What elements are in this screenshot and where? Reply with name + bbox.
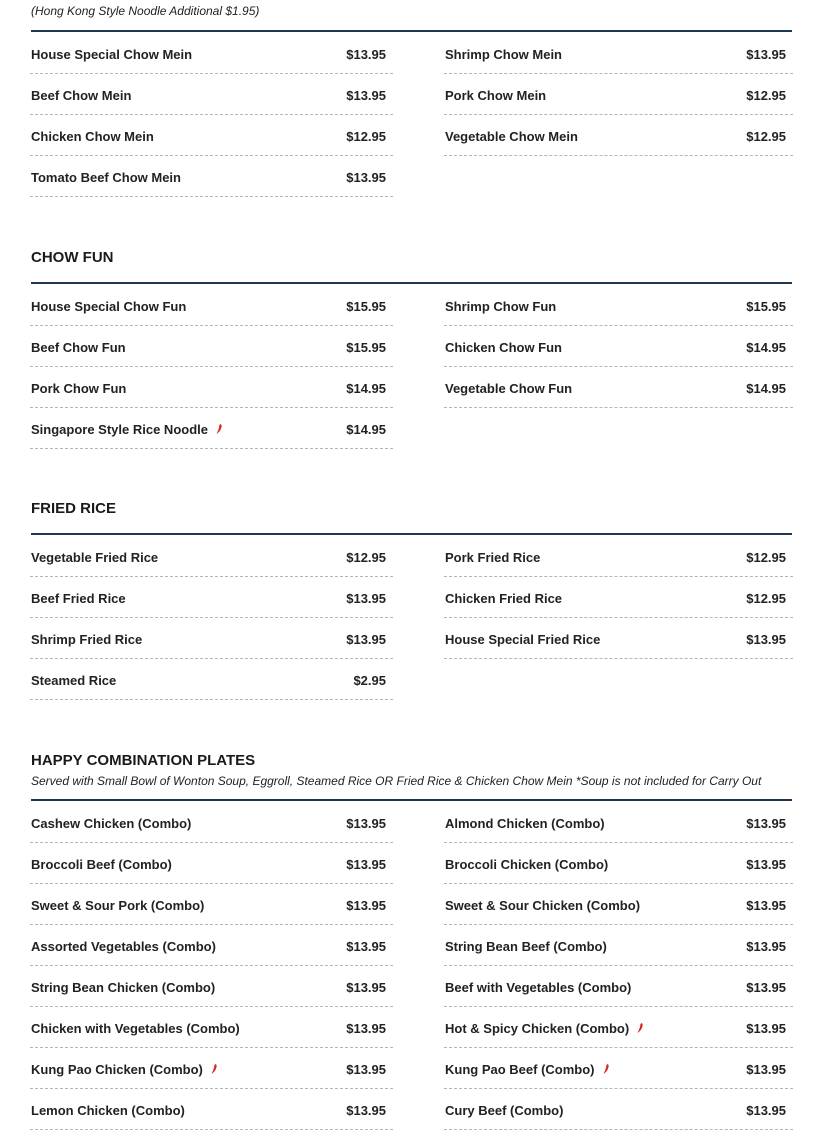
- menu-item-price: $13.95: [346, 88, 386, 103]
- menu-item-name: [445, 340, 562, 355]
- menu-item-name: [31, 1021, 240, 1036]
- section-divider: [31, 282, 792, 284]
- menu-item-name-text: Shrimp Fried Rice: [31, 632, 143, 647]
- menu-item-name-text: Tomato Beef Chow Mein: [31, 170, 181, 185]
- menu-item-name-text: Assorted Vegetables (Combo): [31, 939, 216, 954]
- menu-item-price: $13.95: [746, 1062, 786, 1077]
- menu-item-name-text: Pork Chow Fun: [31, 381, 127, 396]
- menu-item: [444, 536, 793, 577]
- menu-item-name: [31, 632, 142, 647]
- menu-item: [30, 577, 393, 618]
- menu-item-name-text: Lemon Chicken (Combo): [31, 1103, 185, 1118]
- menu-item-name-text: Chicken with Vegetables (Combo): [31, 1021, 240, 1036]
- menu-item-price: $13.95: [746, 939, 786, 954]
- menu-item: [444, 843, 793, 884]
- menu-item: [30, 1048, 393, 1089]
- menu-item-name-text: Cury Beef (Combo): [445, 1103, 564, 1118]
- menu-item-name-text: Sweet & Sour Chicken (Combo): [445, 898, 641, 913]
- fried-rice-right-column: [444, 536, 793, 659]
- menu-item: [444, 326, 793, 367]
- menu-item-name-text: Pork Fried Rice: [445, 550, 541, 565]
- menu-item-name: [445, 550, 540, 565]
- menu-item-name: [445, 816, 605, 831]
- chili-pepper-icon: [635, 1022, 645, 1034]
- menu-item-name-text: Hot & Spicy Chicken (Combo): [445, 1021, 630, 1036]
- menu-item-name-text: Beef Chow Mein: [31, 88, 132, 103]
- menu-item-name-text: Sweet & Sour Pork (Combo): [31, 898, 205, 913]
- menu-item: [30, 966, 393, 1007]
- section-title: FRIED RICE: [31, 500, 117, 517]
- menu-item: [30, 74, 393, 115]
- menu-item: [30, 115, 393, 156]
- menu-item-price: $13.95: [746, 632, 786, 647]
- menu-item-name-text: String Bean Beef (Combo): [445, 939, 607, 954]
- menu-item-price: $13.95: [346, 1103, 386, 1118]
- menu-item-name: [31, 1062, 219, 1077]
- menu-item-name-text: Kung Pao Chicken (Combo): [31, 1062, 203, 1077]
- menu-item-name-text: Broccoli Beef (Combo): [31, 857, 172, 872]
- menu-item-name: [445, 857, 608, 872]
- menu-item-price: $14.95: [746, 381, 786, 396]
- chili-pepper-icon: [601, 1063, 611, 1075]
- menu-item-price: $13.95: [346, 1021, 386, 1036]
- menu-item-name: [31, 381, 126, 396]
- fried-rice-header: [31, 500, 792, 518]
- menu-item-price: $13.95: [346, 591, 386, 606]
- chow-fun-header: [31, 249, 792, 267]
- menu-item: [30, 326, 393, 367]
- menu-item: [444, 925, 793, 966]
- menu-item-name-text: Beef Chow Fun: [31, 340, 126, 355]
- menu-item-price: $13.95: [746, 816, 786, 831]
- menu-item-price: $12.95: [746, 129, 786, 144]
- menu-item-name: [445, 88, 546, 103]
- menu-item-name-text: Singapore Style Rice Noodle: [31, 422, 208, 437]
- menu-item: [30, 156, 393, 197]
- menu-item: [444, 966, 793, 1007]
- chow-fun-right-column: [444, 285, 793, 408]
- menu-item: [30, 1007, 393, 1048]
- menu-item-name: [31, 170, 181, 185]
- menu-item: [30, 925, 393, 966]
- menu-item-price: $13.95: [746, 1103, 786, 1118]
- fried-rice-left-column: [30, 536, 393, 700]
- chili-pepper-icon: [209, 1063, 219, 1075]
- menu-item-name: [31, 816, 191, 831]
- menu-item-name: [445, 299, 556, 314]
- menu-item-name: [31, 1103, 185, 1118]
- chow-fun-left-column: [30, 285, 393, 449]
- menu-item-name: [31, 898, 204, 913]
- menu-item: [30, 884, 393, 925]
- menu-item-price: $13.95: [346, 816, 386, 831]
- menu-item-price: $12.95: [746, 88, 786, 103]
- menu-item-name: [445, 129, 578, 144]
- menu-item-name-text: Pork Chow Mein: [445, 88, 547, 103]
- menu-item-name: [445, 47, 562, 62]
- chow-mein-right-column: [444, 33, 793, 156]
- menu-item-name-text: Beef with Vegetables (Combo): [445, 980, 632, 995]
- section-divider: [31, 533, 792, 535]
- menu-item-price: $13.95: [346, 898, 386, 913]
- menu-item-price: $13.95: [746, 857, 786, 872]
- menu-item: [30, 1089, 393, 1130]
- menu-item-price: $14.95: [346, 381, 386, 396]
- menu-item: [30, 367, 393, 408]
- menu-item-price: $12.95: [746, 550, 786, 565]
- combo-subtitle: Served with Small Bowl of Wonton Soup, Eggroll, Steamed Rice OR Fried Rice & Chicken Chow Mein *Soup is not included for Carry Out: [31, 774, 762, 788]
- hong-kong-noodle-note: (Hong Kong Style Noodle Additional $1.95): [31, 4, 260, 18]
- menu-item: [444, 1089, 793, 1130]
- menu-item-name: [31, 88, 131, 103]
- menu-item: [30, 802, 393, 843]
- menu-item-price: $13.95: [746, 1021, 786, 1036]
- menu-item: [444, 285, 793, 326]
- menu-item-name: [445, 939, 607, 954]
- menu-item: [444, 367, 793, 408]
- menu-item-name: [445, 1021, 645, 1036]
- menu-item-price: $13.95: [746, 47, 786, 62]
- menu-item-price: $13.95: [346, 47, 386, 62]
- menu-item-name-text: Shrimp Chow Fun: [445, 299, 557, 314]
- menu-item-name-text: Chicken Chow Fun: [445, 340, 562, 355]
- menu-item-name: [31, 591, 126, 606]
- menu-item-name: [31, 939, 216, 954]
- menu-item: [444, 802, 793, 843]
- menu-item-price: $13.95: [346, 939, 386, 954]
- menu-item-price: $14.95: [746, 340, 786, 355]
- menu-item-name-text: Vegetable Chow Fun: [445, 381, 573, 396]
- menu-item-name-text: Beef Fried Rice: [31, 591, 126, 606]
- menu-item: [444, 115, 793, 156]
- menu-item: [444, 33, 793, 74]
- menu-item-name: [445, 591, 562, 606]
- section-title: CHOW FUN: [31, 249, 114, 266]
- section-divider: [31, 799, 792, 801]
- menu-item-name: [31, 550, 158, 565]
- menu-item-name: [31, 857, 172, 872]
- menu-item: [444, 1007, 793, 1048]
- combo-right-column: [444, 802, 793, 1130]
- menu-item-name-text: Vegetable Fried Rice: [31, 550, 159, 565]
- menu-item: [30, 843, 393, 884]
- menu-item-price: $13.95: [346, 857, 386, 872]
- menu-item-name-text: Kung Pao Beef (Combo): [445, 1062, 595, 1077]
- menu-item-name-text: Vegetable Chow Mein: [445, 129, 578, 144]
- menu-item-price: $13.95: [346, 1062, 386, 1077]
- menu-item: [444, 74, 793, 115]
- menu-item: [30, 618, 393, 659]
- menu-item-price: $12.95: [746, 591, 786, 606]
- menu-item-name-text: String Bean Chicken (Combo): [31, 980, 216, 995]
- menu-item-name-text: Shrimp Chow Mein: [445, 47, 562, 62]
- chili-pepper-icon: [214, 423, 224, 435]
- menu-item-name: [31, 340, 126, 355]
- menu-item: [444, 618, 793, 659]
- menu-item-name: [445, 980, 631, 995]
- menu-item-name: [445, 1103, 563, 1118]
- menu-item-name-text: Steamed Rice: [31, 673, 117, 688]
- menu-item-name: [31, 129, 154, 144]
- menu-item-name: [31, 47, 192, 62]
- menu-item: [30, 659, 393, 700]
- section-title: HAPPY COMBINATION PLATES: [31, 752, 256, 769]
- menu-item: [444, 1048, 793, 1089]
- menu-item-name: [445, 381, 572, 396]
- menu-item-price: $12.95: [346, 550, 386, 565]
- menu-item-price: $13.95: [346, 170, 386, 185]
- section-divider: [31, 30, 792, 32]
- chow-mein-left-column: [30, 33, 393, 197]
- combo-header: [31, 752, 792, 788]
- menu-item-price: $2.95: [353, 673, 386, 688]
- menu-item-name: [31, 422, 224, 437]
- menu-item: [444, 577, 793, 618]
- menu-item-name: [31, 299, 186, 314]
- menu-item-price: $15.95: [346, 299, 386, 314]
- menu-item-price: $15.95: [346, 340, 386, 355]
- menu-item: [30, 33, 393, 74]
- menu-item-name-text: Almond Chicken (Combo): [445, 816, 605, 831]
- menu-item-name: [31, 980, 215, 995]
- menu-item-name-text: Broccoli Chicken (Combo): [445, 857, 609, 872]
- menu-item-price: $13.95: [746, 980, 786, 995]
- menu-item-name: [31, 673, 116, 688]
- menu-item: [444, 884, 793, 925]
- menu-item-price: $14.95: [346, 422, 386, 437]
- menu-item-name: [445, 898, 640, 913]
- menu-item-name: [445, 1062, 611, 1077]
- combo-left-column: [30, 802, 393, 1130]
- menu-item-price: $12.95: [346, 129, 386, 144]
- menu-item-name-text: Chicken Chow Mein: [31, 129, 154, 144]
- menu-item-price: $13.95: [346, 980, 386, 995]
- menu-item-price: $13.95: [346, 632, 386, 647]
- menu-item-name: [445, 632, 600, 647]
- menu-item: [30, 536, 393, 577]
- menu-item-name-text: Cashew Chicken (Combo): [31, 816, 192, 831]
- menu-item-price: $13.95: [746, 898, 786, 913]
- menu-item-name-text: House Special Chow Fun: [31, 299, 187, 314]
- menu-item: [30, 285, 393, 326]
- menu-item-price: $15.95: [746, 299, 786, 314]
- menu-item-name-text: House Special Fried Rice: [445, 632, 601, 647]
- menu-item-name-text: Chicken Fried Rice: [445, 591, 563, 606]
- menu-item: [30, 408, 393, 449]
- menu-item-name-text: House Special Chow Mein: [31, 47, 193, 62]
